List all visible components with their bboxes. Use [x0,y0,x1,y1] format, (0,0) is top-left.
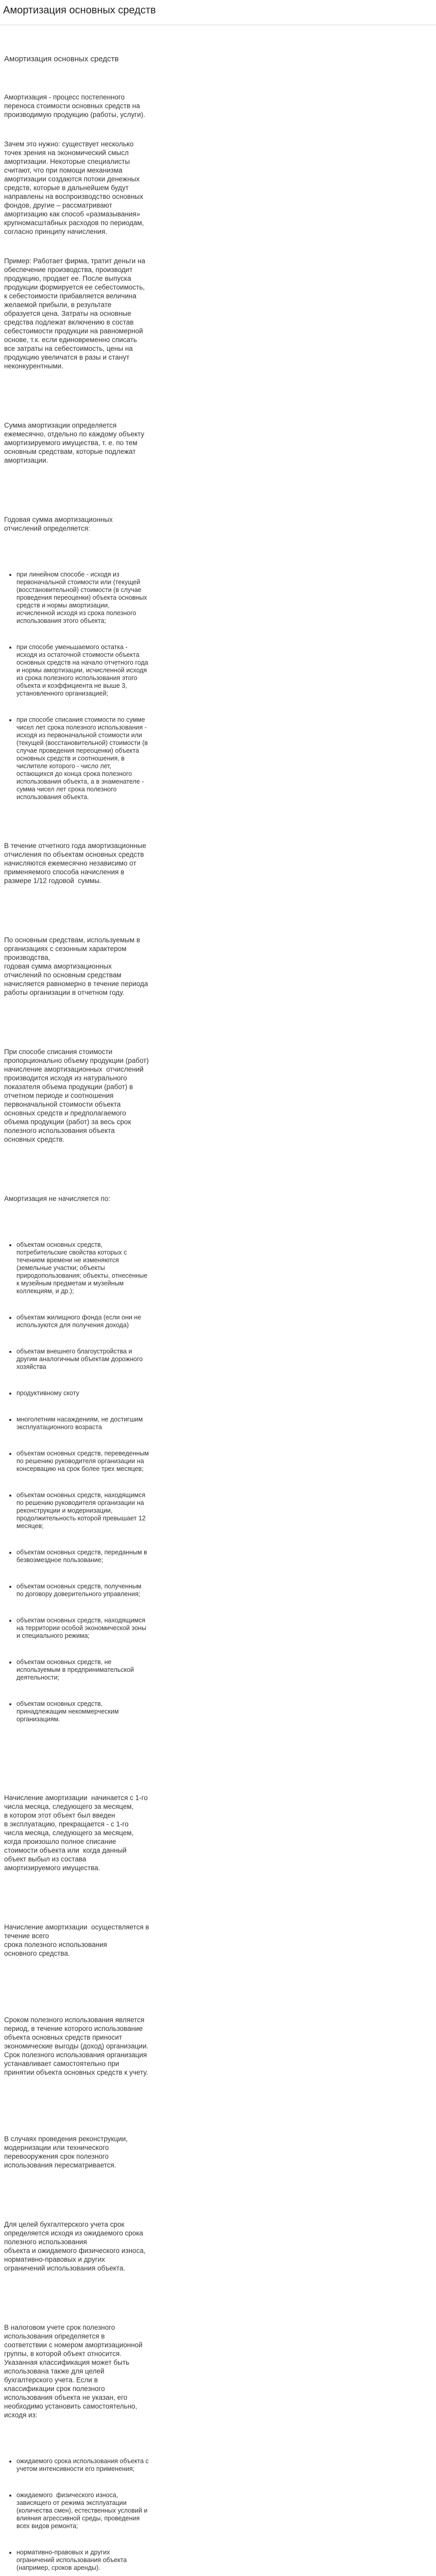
list-item: • ожидаемого срока использования объекта с учетом интенсивности его применения; [16,2458,149,2473]
list-item: • объектам основных средств, полученным по договору доверительного управления; [16,1583,149,1598]
article-body [0,25,153,2576]
list-item: • при способе списания стоимости по сумме чисел лет срока полезного использования - исходя из первоначальной стоимости или (текущей (восстановительной) стоимости (в случае проведения переоценки) объекта основных средств и соотношения, в числителе которого - число лет, остающихся до конца срока полезного использования объекта, а в знаменателе - сумма чисел лет срока полезного использования объекта. [16,716,149,801]
list-item: • объектам основных средств, переведенным по решению руководителя организации на консервацию на срок более трех месяцев; [16,1450,149,1473]
list-item: • ожидаемого физического износа, зависящего от режима эксплуатации (количества смен), естественных условий и влияния агрессивной среды, проведения всех видов ремонта; [16,2492,149,2530]
spacer [4,1164,149,1177]
spacer [4,2190,149,2202]
spacer [4,391,149,403]
paragraph: Годовая сумма амортизационных отчислений определяется: [4,516,115,532]
bullet-list-methods [4,553,149,820]
page-title: Амортизация основных средств [0,0,436,25]
paragraph: При способе списания стоимости пропорционально объему продукции (работ) начисление амортизационных отчислений производится исходя из натурального показателя объема продукции (работ) в отчетном периоде и соотношения первоначальной стоимости объекта основных средств и предполагаемого объема продукции (работ) за весь срок полезного использования объекта основных средств. [4,1048,151,1143]
spacer [4,1893,149,1905]
list-item: • объектам внешнего благоустройства и другим аналогичным объектам дорожного хозяйства [16,1348,149,1371]
paragraph: Пример: Работает фирма, тратит деньги на обеспечение производства, производит продукцию, продает ее. После выпуска продукции формируется ее себестоимость, к себестоимости прибавляется величина желаемой прибыли, в результате образуется цена. Затраты на основные средства подлежат включению в состав себестоимости продукции на равномерной основе, т.к. если единовременно списать все затраты на себестоимость, цены на продукцию увеличатся в разы и станут неконкурентными. [4,257,147,370]
list-item: • объектам жилищного фонда (если они не используются для получения дохода) [16,1314,149,1329]
list-item: • при способе уменьшаемого остатка - исходя из остаточной стоимости объекта основных средств на начало отчетного года и нормы амортизации, исчисленной исходя из срока полезного использования этого объекта и коэффициента не выше 3, установленного организацией; [16,643,149,698]
paragraph: Для целей бухгалтерского учета срок определяется исходя из ожидаемого срока полезного использования объекта и ожидаемого физического износа, нормативно-правовых и других ограничений использования объекта. [4,2221,146,2272]
paragraph: Сроком полезного использования является период, в течение которого использование объекта основных средств приносит экономические выгоды (доход) организации. Срок полезного использования организация устанавливает самостоятельно при принятии объекта основных средств к учету. [4,2016,151,2076]
list-item: • объектам основных средств, находящимся по решению руководителя организации на реконструкции и модернизации, продолжительность которой превышает 12 месяцев; [16,1492,149,1530]
list-item: • объектам основных средств, находящимся на территории особой экономической зоны и специального режима; [16,1617,149,1640]
spacer [4,1978,149,1998]
paragraph: Зачем это нужно: существует несколько точек зрения на экономический смысл амортизации. Некоторые специалисты считают, что при помощи механизма амортизации создаются потоки денежных средств, которые в дальнейшем будут направлены на воспроизводство основных фондов, другие – рассматривают амортизацию как способ «размазывания» крупномасштабных расходов по периодам, согласно принципу начисления. [4,140,146,235]
spacer [4,2097,149,2117]
paragraph: В течение отчетного года амортизационные отчисления по объектам основных средств начисляются ежемесячно независимо от применяемого способа начисления в размере 1/12 годовой суммы. [4,842,148,885]
list-item: • при линейном способе - исходя из первоначальной стоимости или (текущей (восстановительной) стоимости (в случае проведения переоценки) объекта основных средств и нормы амортизации, исчисленной исходя из срока полезного использования этого объекта; [16,571,149,625]
paragraph: По основным средствам, используемым в организациях с сезонным характером производства, годовая сумма амортизационных отчислений по основным средствам начисляется равномерно в течение периода работы организации в отчетном году. [4,936,148,996]
paragraph: Начисление амортизации осуществляется в течение всего срока полезного использования основного средства. [4,1923,149,1957]
list-item: • объектам основных средств, потребительские свойства которых с течением времени не изменяются (земельные участки; объекты природопользования; объекты, отнесенные к музейным предметам и музейным коллекциям, и др.); [16,1241,149,1295]
bullet-list-exclusions [4,1224,149,1742]
list-item: • продуктивному скоту [16,1389,149,1397]
list-item: • объектам основных средств, переданным в безвозмездное пользование; [16,1549,149,1564]
article-heading: Амортизация основных средств [4,55,119,63]
spacer [4,1018,149,1030]
paragraph: В случаях проведения реконструкции, модернизации или технического перевооружения срок полезного использования пересматривается. [4,2135,130,2169]
list-item: • объектам основных средств, принадлежащим некоммерческим организациям. [16,1700,149,1723]
list-item: • нормативно-правовых и других ограничений использования объекта (например, сроков аренды). [16,2549,149,2572]
spacer [4,2293,149,2306]
paragraph: Амортизация - процесс постепенного переноса стоимости основных средств на производимую продукцию (работы, услуги). [4,93,146,118]
paragraph: Начисление амортизации начинается с 1-го числа месяца, следующего за месяцем, в котором этот объект был введен в эксплуатацию, прекращается - с 1-го числа месяца, следующего за месяцем, когда произошло полное списание стоимости объекта или когда данный объект выбыл из состава амортизируемого имущества. [4,1794,148,1872]
bullet-list-criteria [4,2440,149,2576]
spacer [4,485,149,498]
spacer [4,906,149,918]
paragraph: Сумма амортизации определяется ежемесячно, отдельно по каждому объекту амортизируемого имущества, т. е. по тем основным средствам, которые подлежат амортизации. [4,421,147,464]
list-item: • многолетним насаждениям, не достигшим эксплуатационного возраста [16,1416,149,1431]
paragraph: Амортизация не начисляется по: [4,1195,111,1202]
spacer [4,1764,149,1776]
paragraph: В налоговом учете срок полезного использования определяется в соответствии с номером амортизационной группы, в которой объект относится. Указанная классификация может быть использована также для целей бухгалтерского учета. Если в классификации срок полезного использования объекта не указан, его необходимо установить самостоятельно, исходя из: [4,2324,145,2419]
list-item: • объектам основных средств, не используемым в предпринимательской деятельности; [16,1658,149,1682]
